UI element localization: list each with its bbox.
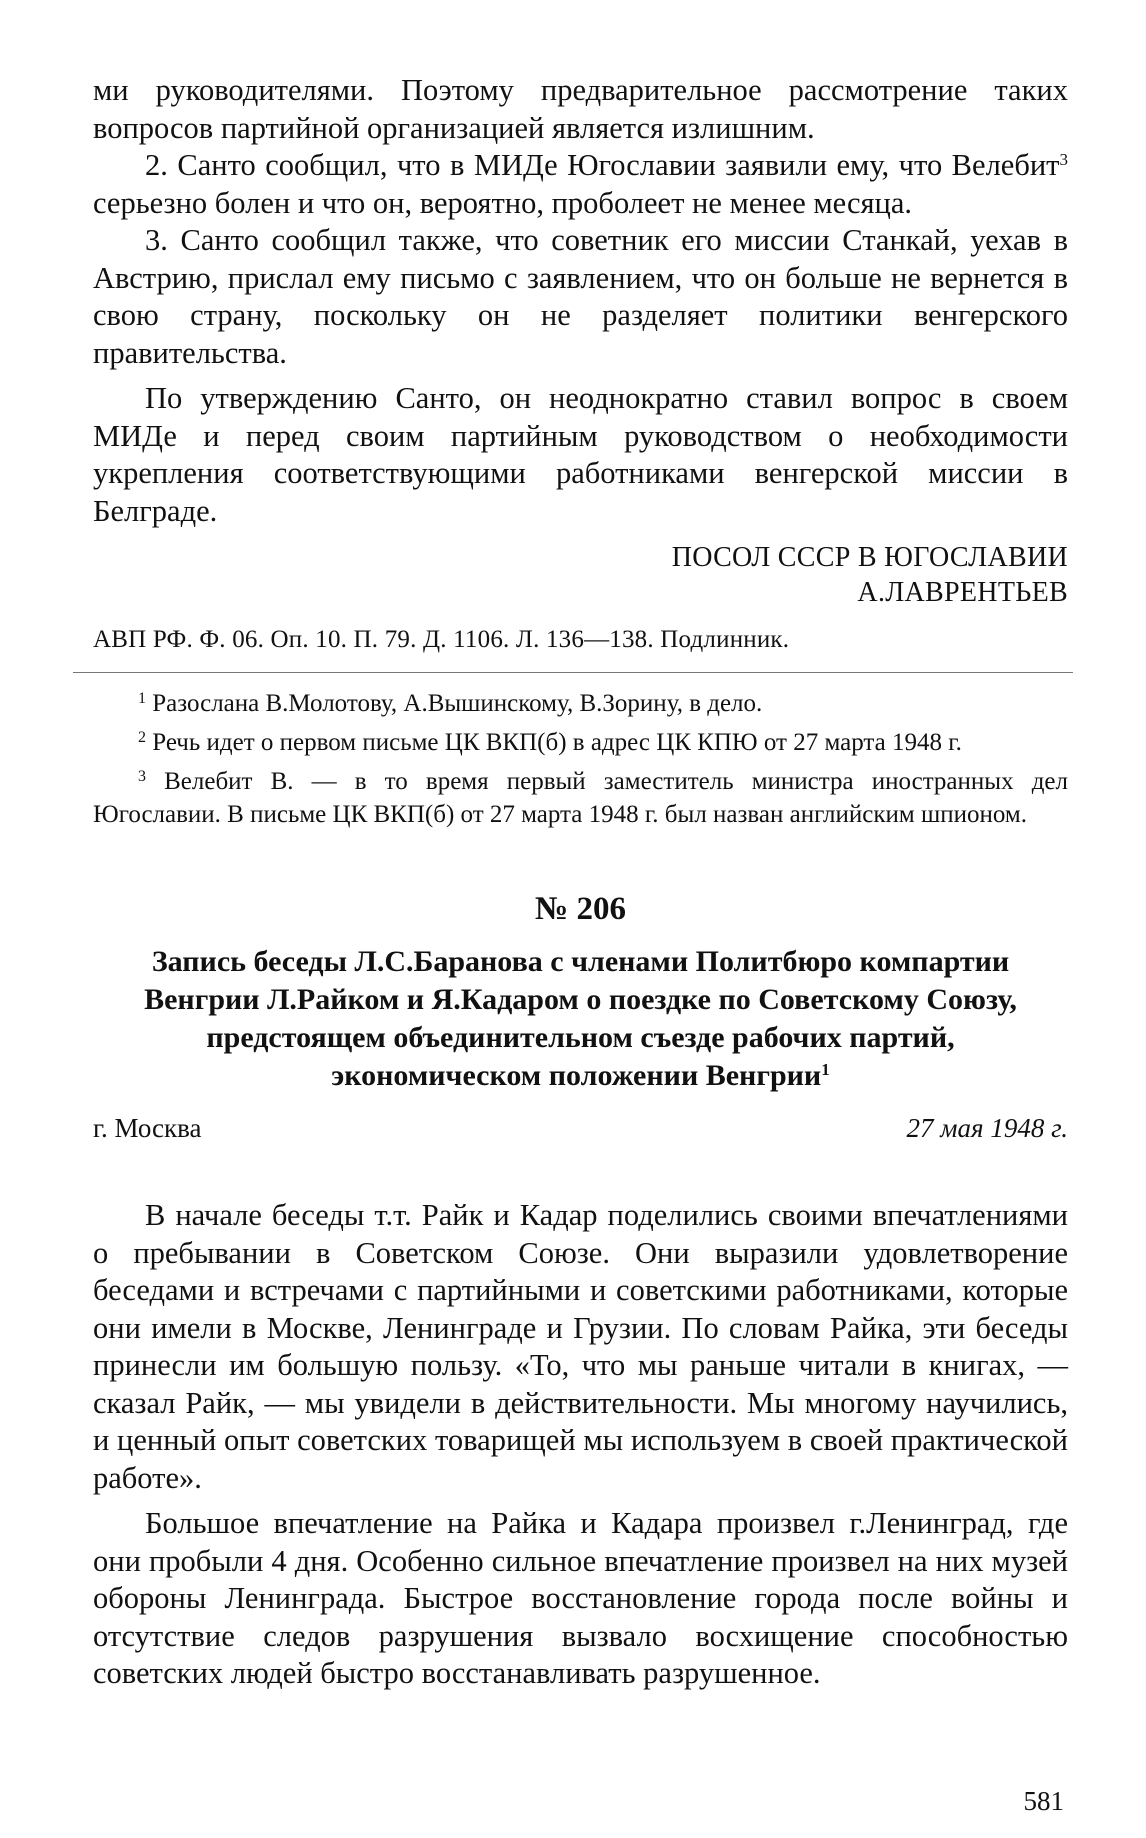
continued-paragraph: ми руководителями. Поэтому предварительное рассмотрение таких вопросов партийной организацией является излишним. [93,73,1068,145]
body-paragraph-1: В начале беседы т.т. Райк и Кадар поделились своими впечатлениями о пребывании в Советском Союзе. Они выразили удовлетворение беседами и встречами с партийными и советскими работниками, которые они имели в Москве, Ленинграде и Грузии. По словам Райка, эти беседы принесли им большую пользу. «То, что мы раньше читали в книгах, — сказал Райк, — мы увидели в действительности. Мы многому научились, и ценный опыт советских товарищей мы используем в своей практической работе». [93,1198,1068,1495]
archive-reference: АВП РФ. Ф. 06. Оп. 10. П. 79. Д. 1106. Л. 136—138. Подлинник. [93,626,790,653]
document-place: г. Москва [93,1113,202,1143]
document-title-text: Запись беседы Л.С.Баранова с членами Политбюро компартии Венгрии Л.Райком и Я.Кадаром о поездке по Советскому Союзу, предстоящем объединительном съезде рабочих партий, экономическом положении Венгрии [144,945,1017,1092]
place-date-row [93,1111,1068,1145]
footnotes [93,687,1068,831]
document-title [123,943,1038,1095]
footnote-text: Велебит В. — в то время первый заместитель министра иностранных дел Югославии. В письме ЦК ВКП(б) от 27 марта 1948 г. был назван английским шпионом. [93,768,1068,828]
footnote-text: Речь идет о первом письме ЦК ВКП(б) в адрес ЦК КПЮ от 27 марта 1948 г. [146,729,962,756]
document-date: 27 мая 1948 г. [906,1113,1068,1143]
item-2-paragraph [93,147,1068,222]
footnote-ref-1: 1 [821,1060,830,1079]
santo-paragraph: По утверждению Санто, он неоднократно ставил вопрос в своем МИДе и перед своим партийным руководством о необходимости укрепления соответствующими работниками венгерской миссии в Белграде. [93,381,1068,528]
text-column [93,72,1068,1693]
page-number: 581 [1023,1786,1064,1816]
body-paragraph-2: Большое впечатление на Райка и Кадара произвел г.Ленинград, где они пробыли 4 дня. Особенно сильное впечатление произвел на них музей обороны Ленинграда. Быстрое восстановление города после войны и отсутствие следов разрушения вызвало восхищение способностью советских людей быстро восстанавливать разрушенное. [93,1506,1068,1690]
footnote-text: Разослана В.Молотову, А.Вышинскому, В.Зорину, в дело. [146,690,763,717]
footnote-ref-3: 3 [1059,150,1068,169]
item-3-paragraph: 3. Санто сообщил также, что советник его миссии Станкай, уехав в Австрию, прислал ему письмо с заявлением, что он больше не вернется в свою страну, поскольку он не разделяет политики венгерского правительства. [93,223,1068,370]
footnote-2 [93,726,1068,759]
signature-name: А.ЛАВРЕНТЬЕВ [857,577,1068,608]
footnote-3 [93,765,1068,831]
document-number: № 206 [535,891,626,927]
signature-block [93,540,1068,610]
footnote-1 [93,687,1068,720]
item-2-text-after: серьезно болен и что он, вероятно, проболеет не менее месяца. [93,185,913,220]
footnote-number: 2 [138,729,146,746]
footnote-divider [73,672,1073,673]
signature-position: ПОСОЛ СССР В ЮГОСЛАВИИ [671,542,1068,573]
footnote-number: 1 [138,690,146,707]
footnote-number: 3 [138,768,146,785]
item-2-text-before: 2. Санто сообщил, что в МИДе Югославии заявили ему, что Велебит [145,148,1060,182]
